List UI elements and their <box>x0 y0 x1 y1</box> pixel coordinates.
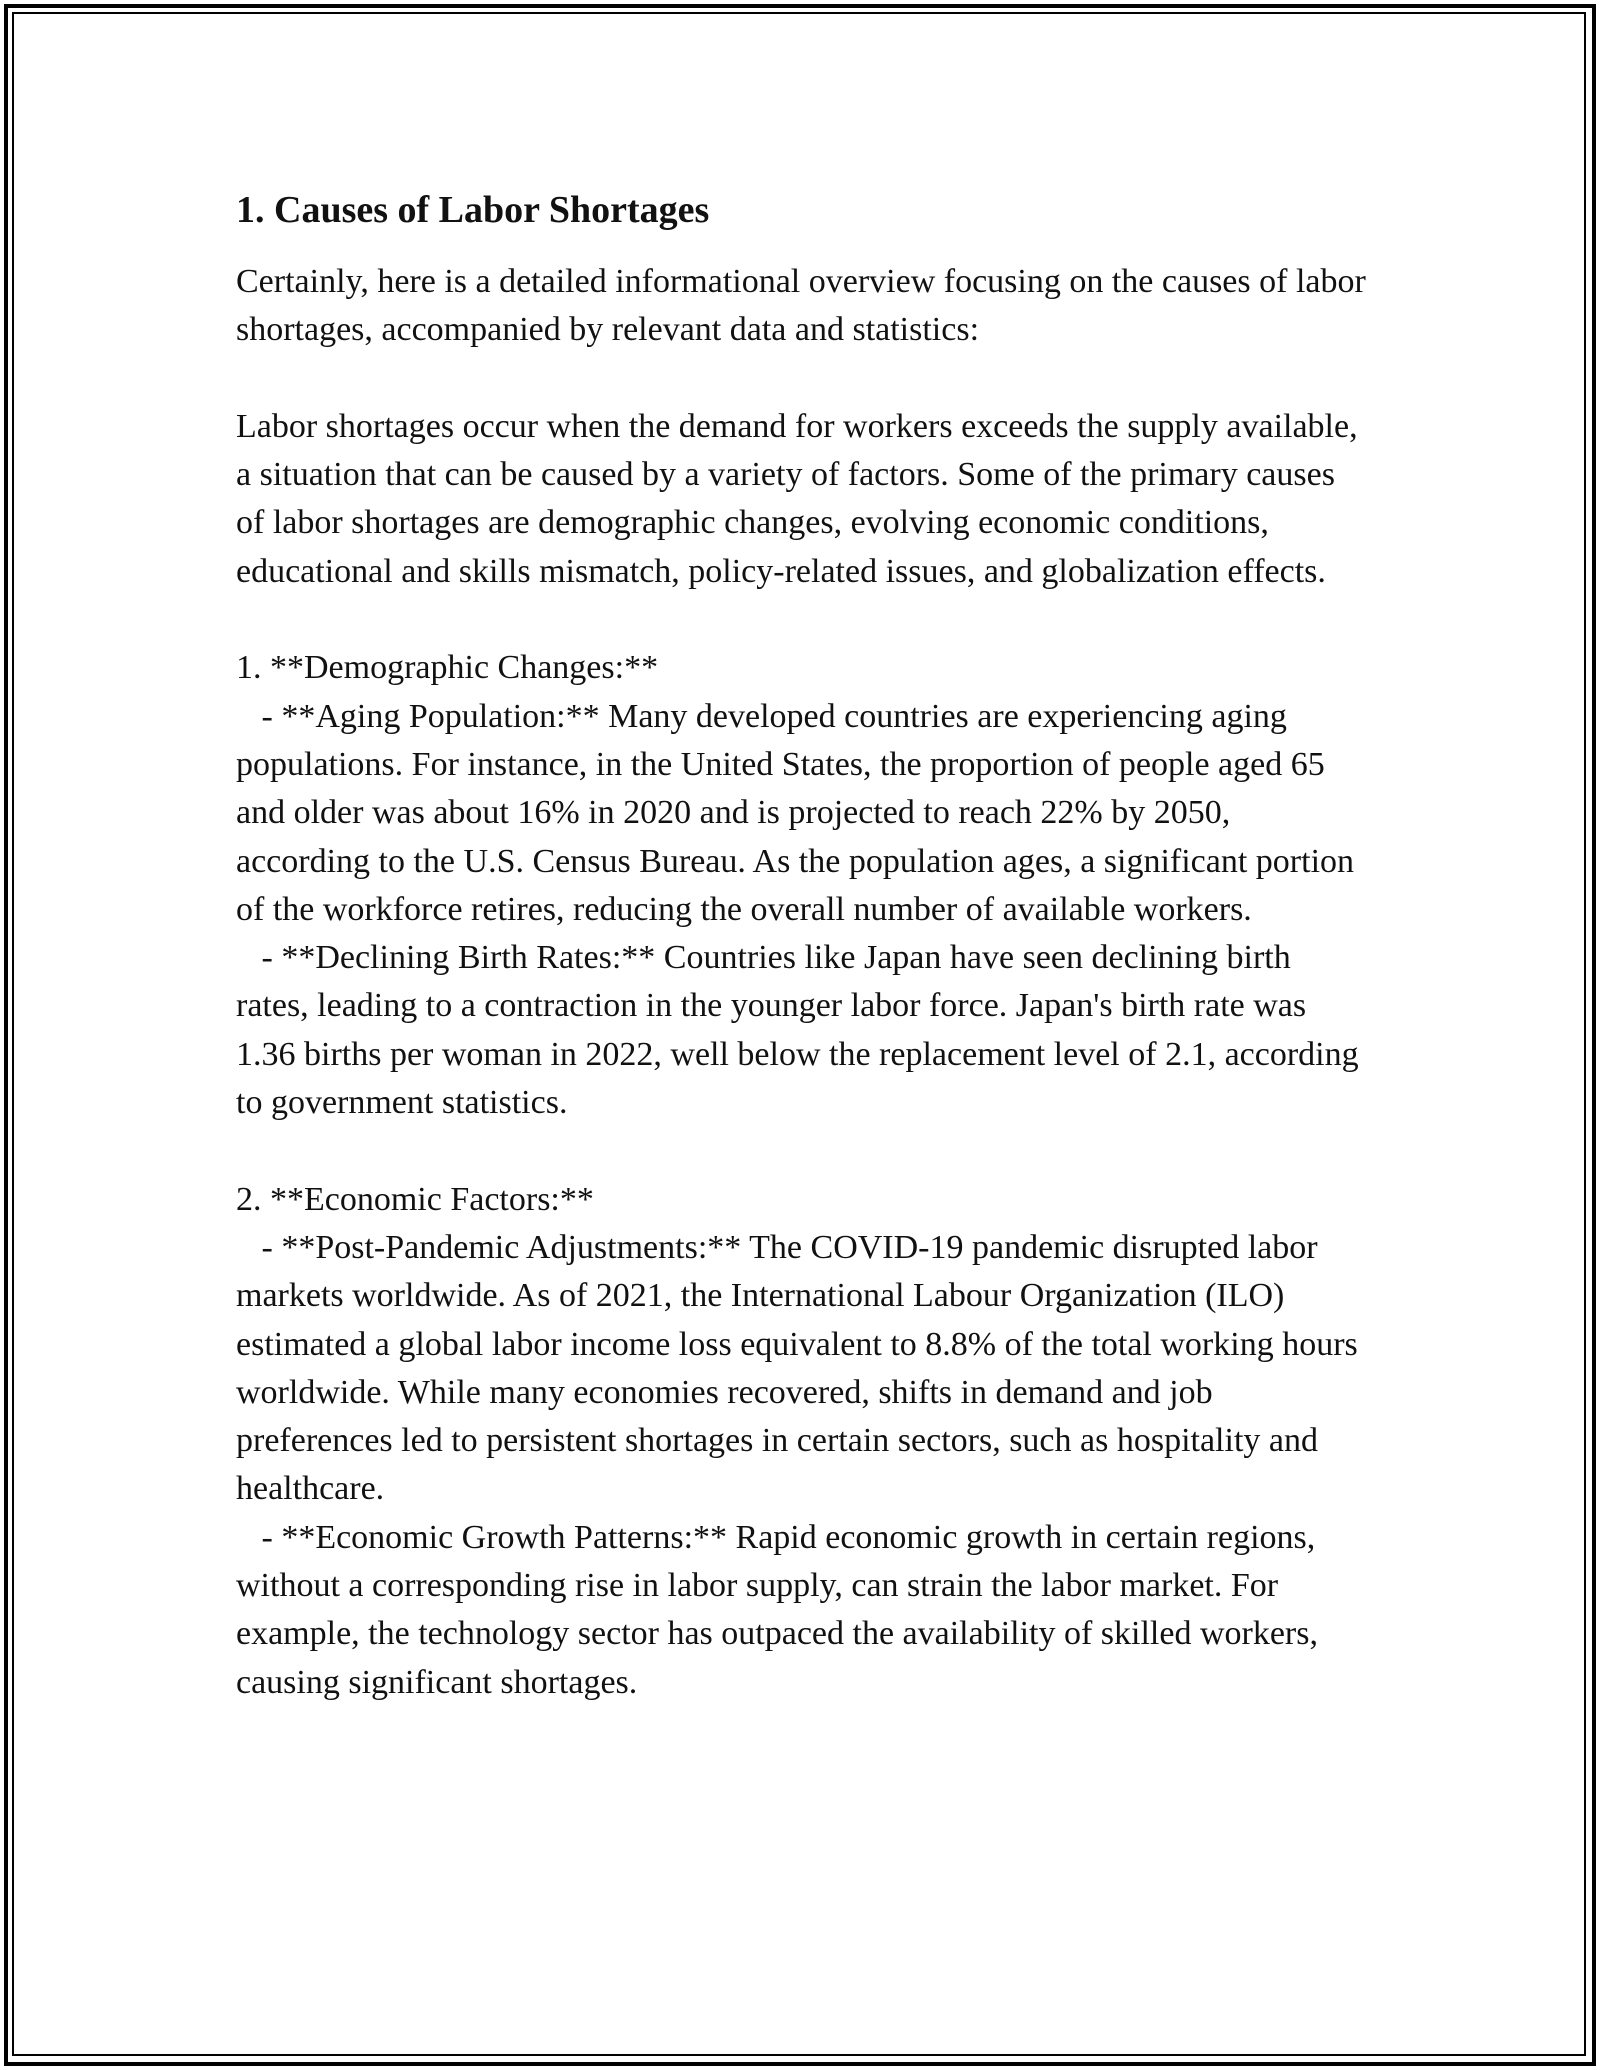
section-heading: 2. **Economic Factors:** <box>236 1180 594 1218</box>
section-demographic-changes <box>236 644 1366 1127</box>
section-heading: 1. **Demographic Changes:** <box>236 649 659 687</box>
intro-paragraph: Certainly, here is a detailed informational overview focusing on the causes of labor shortages, accompanied by relevant data and statistics: <box>236 263 1375 349</box>
list-item-economic-growth-patterns: - **Economic Growth Patterns:** Rapid economic growth in certain regions, without a corresponding rise in labor supply, can strain the labor market. For example, the technology sector has outpaced the availability of skilled workers, causing significant shortages. <box>236 1518 1327 1701</box>
overview-paragraph: Labor shortages occur when the demand for workers exceeds the supply available, a situation that can be caused by a variety of factors. Some of the primary causes of labor shortages are demographic changes, evolving economic conditions, educational and skills mismatch, policy-related issues, and globalization effects. <box>236 407 1367 590</box>
document-body <box>236 186 1375 1707</box>
paragraph-spacer <box>236 1127 1366 1175</box>
list-item-declining-birth-rates: - **Declining Birth Rates:** Countries like Japan have seen declining birth rates, leading to a contraction in the younger labor force. Japan's birth rate was 1.36 births per woman in 2022, well below the replacement level of 2.1, according to government statistics. <box>236 939 1368 1122</box>
list-item-post-pandemic-adjustments: - **Post-Pandemic Adjustments:** The COVID-19 pandemic disrupted labor markets worldwide. As of 2021, the International Labour Organization (ILO) estimated a global labor income loss equivalent to 8.8% of the total working hours worldwide. While many economies recovered, shifts in demand and job preferences led to persistent shortages in certain sectors, such as hospitality and healthcare. <box>236 1228 1367 1508</box>
section-economic-factors <box>236 1176 1366 1707</box>
page-title: 1. Causes of Labor Shortages <box>236 189 710 231</box>
list-item-aging-population: - **Aging Population:** Many developed countries are experiencing aging populations. For instance, in the United States, the proportion of people aged 65 and older was about 16% in 2020 and is projected to reach 22% by 2050, according to the U.S. Census Bureau. As the population ages, a significant portion of the workforce retires, reducing the overall number of available workers. <box>236 697 1363 928</box>
paragraph-spacer <box>236 596 1366 644</box>
paragraph-spacer <box>236 355 1366 403</box>
